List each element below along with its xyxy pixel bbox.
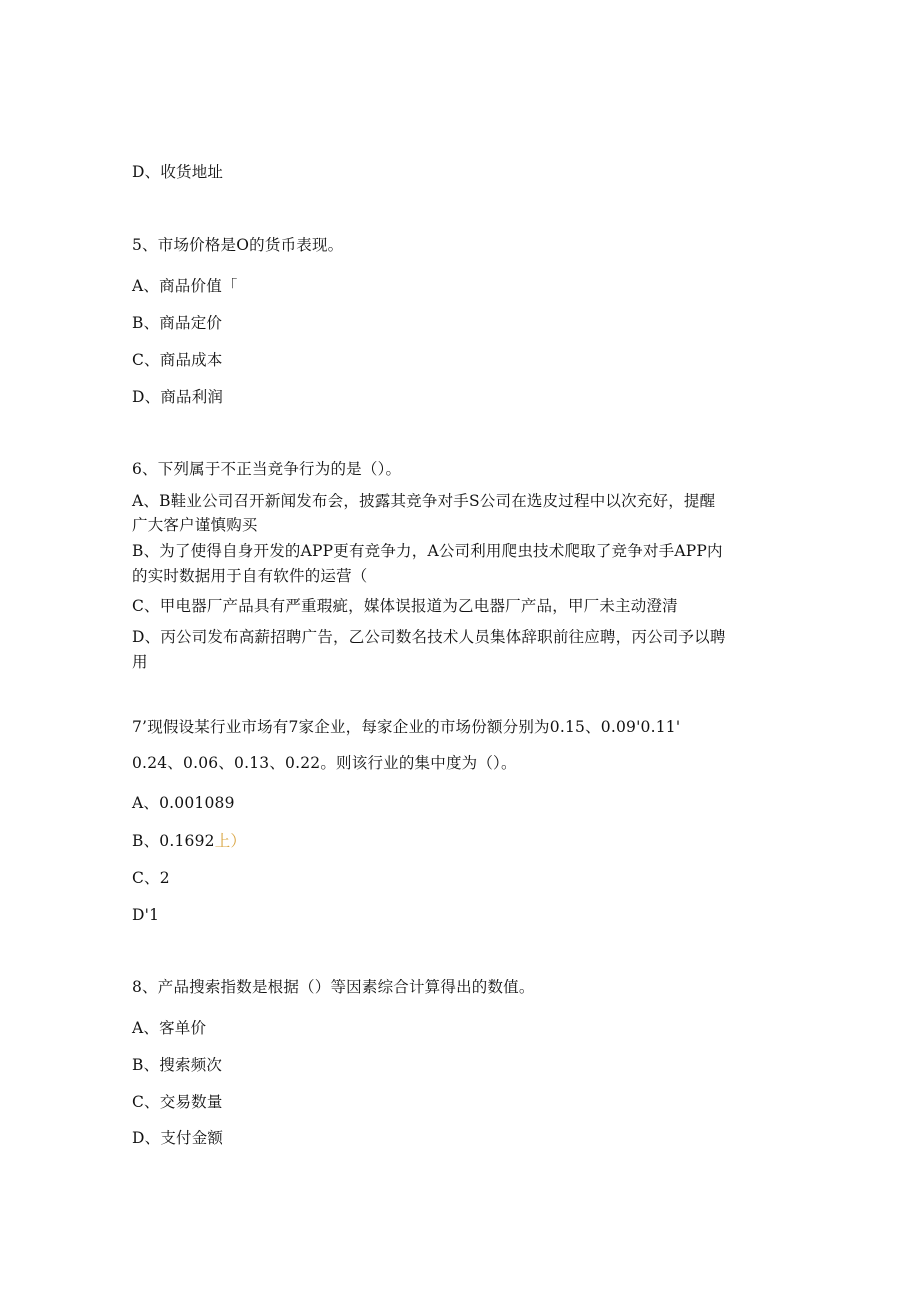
q6-option-d-line2: 用 (132, 653, 148, 671)
q6-option-d-line1: D、丙公司发布高薪招聘广告，乙公司数名技术人员集体辞职前往应聘，丙公司予以聘 (132, 628, 726, 646)
q7-question-line2: 0.24、0.06、0.13、0.22。则该行业的集中度为（）。 (132, 754, 517, 772)
q5-option-a: A、商品价值「 (132, 277, 238, 295)
q5-option-c: C、商品成本 (132, 351, 223, 369)
q6-question: 6、下列属于不正当竞争行为的是（）。 (132, 460, 402, 478)
q8-option-c: C、交易数量 (132, 1093, 223, 1111)
q5-option-d: D、商品利润 (132, 388, 224, 406)
q7-option-d: D'1 (132, 906, 160, 924)
q6-option-b-line1: B、为了使得自身开发的APP更有竞争力，A公司利用爬虫技术爬取了竞争对手APP内 (132, 542, 723, 560)
q8-option-a: A、客单价 (132, 1019, 207, 1037)
q5-question: 5、市场价格是O的货币表现。 (132, 236, 344, 254)
q7-option-b (132, 830, 246, 852)
q7-question-line1: 7’现假设某行业市场有7家企业，每家企业的市场份额分别为0.15、0.09'0.11' (132, 718, 681, 736)
q7-option-c: C、2 (132, 869, 170, 887)
q7-option-a: A、0.001089 (132, 794, 235, 812)
q6-option-a-line2: 广大客户谨慎购买 (132, 516, 258, 534)
q8-option-b: B、搜索频次 (132, 1056, 223, 1074)
q6-option-a-line1: A、B鞋业公司召开新闻发布会，披露其竞争对手S公司在选皮过程中以次充好，提醒 (132, 492, 716, 510)
q8-question: 8、产品搜索指数是根据（）等因素综合计算得出的数值。 (132, 978, 535, 996)
q8-option-d: D、支付金额 (132, 1129, 224, 1147)
q6-option-b-line2: 的实时数据用于自有软件的运营（ (132, 567, 368, 585)
q7-option-b-text: B、0.1692 (132, 832, 215, 850)
q5-option-b: B、商品定价 (132, 314, 223, 332)
q4-option-d: D、收货地址 (132, 163, 224, 181)
q7-option-b-mark: 上） (214, 832, 247, 850)
q6-option-c: C、甲电器厂产品具有严重瑕疵，媒体误报道为乙电器厂产品，甲厂未主动澄清 (132, 597, 678, 615)
